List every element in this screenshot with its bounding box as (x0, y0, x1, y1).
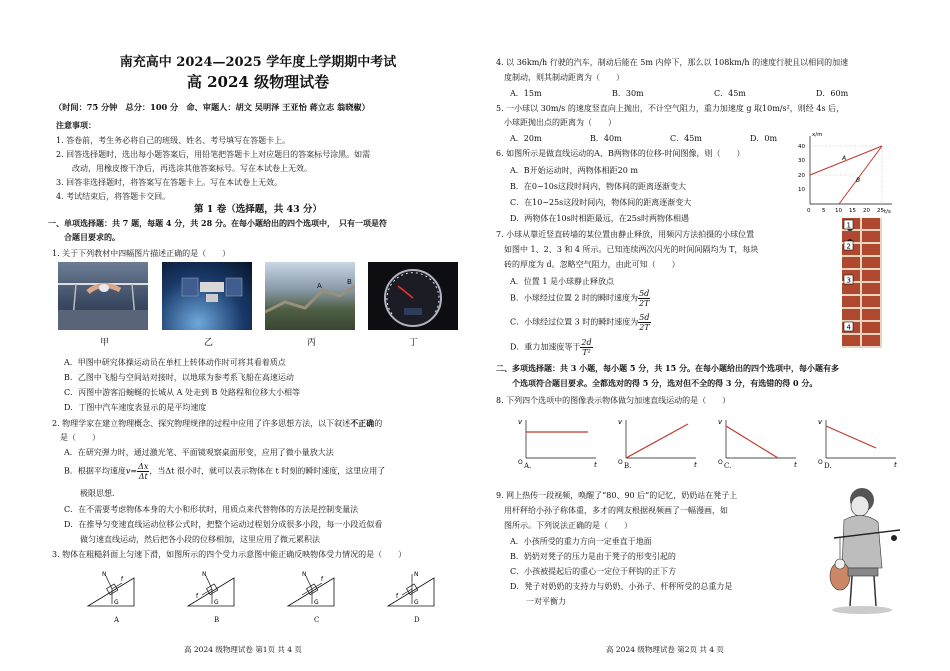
q7-stem-cont: 如图中 1、2、3 和 4 所示。已知连续两次闪光的时间间隔均为 T，每块 (496, 245, 759, 254)
exam-subtitle: 高 2024 级物理试卷 (186, 73, 330, 91)
exam-title: 南充高中 2024—2025 学年度上学期期中考试 (119, 55, 397, 70)
q3-label: D (414, 616, 420, 624)
q9-option-d: D．凳子对奶奶的支持力与奶奶、小孙子、杆秤所受的总重力是 (510, 582, 733, 591)
q2-option-a: A．在研究弹力时，通过激光笔、平面镜观察桌面形变，应用了微小量放大法 (64, 448, 334, 457)
note-item: 改动，用橡皮擦干净后，再选涂其他答案标号。写在本试卷上无效。 (56, 164, 312, 173)
q1-caption: 甲 (100, 338, 110, 348)
q1-option-a: A．甲图中研究体操运动员在单杠上转体动作时可将其看着质点 (64, 358, 286, 367)
q3-label: C (314, 616, 320, 624)
q6-option-c: C．在10~25s这段时间内，物体间的距离逐渐变大 (510, 198, 692, 207)
notes-heading: 注意事项： (56, 120, 96, 130)
q8-label: D. (824, 462, 832, 470)
graph-ytick: 30 (798, 158, 805, 164)
q4-option-a: A．15m (510, 89, 542, 98)
force-g: G (214, 599, 219, 606)
q4-option-d: D．60m (816, 89, 849, 98)
q7-stem: 7. 小球从靠近竖直砖墙的某位置由静止释放，用频闪方法拍摄的小球位置 (496, 230, 755, 239)
force-g: G (414, 599, 419, 606)
q4-option-b: B．30m (612, 89, 644, 98)
q2-option-b: B．根据平均速度v= $\frac{\Delta x}{\Delta t}$ ，当Δt 很小时，就可以表示物体在 t 时刻的瞬时速度，这里应用了 (64, 462, 386, 481)
note-item: 2. 回答选择题时，选出每小题答案后，用铅笔把答题卡上对应题目的答案标号涂黑。如需 (56, 150, 371, 159)
line-b-label: B (856, 177, 861, 184)
q1-caption: 丙 (307, 338, 317, 348)
q9-option-c: C．小孩被提起后的重心一定位于秤钩的正下方 (510, 567, 677, 576)
axis-origin: O (618, 459, 623, 466)
axis-origin: O (818, 459, 823, 466)
footer-left: 高 2024 级物理试卷 第1页 共 4 页 (184, 645, 302, 654)
q3-force-diagrams (88, 566, 448, 614)
q1-stem: 1. 关于下列教材中四幅图片描述正确的是（ ） (52, 249, 231, 258)
axis-v: v (518, 418, 523, 426)
q2-option-d: D．在推导匀变速直线运动位移公式时，把整个运动过程划分成很多小段，每一小段近似看 (64, 520, 383, 529)
axis-v: v (818, 418, 823, 426)
q9-option-b: B．奶奶对凳子的压力是由于凳子的形变引起的 (510, 552, 676, 561)
page-left (48, 0, 468, 671)
graph-ylabel: x/m (812, 132, 823, 138)
q7-option-c: C．小球经过位置 3 时的瞬时速度为 $\frac{5d}{2T}$ (510, 313, 650, 332)
axis-v: v (618, 418, 623, 426)
q1-caption: 乙 (204, 338, 214, 348)
q2-option-d-cont: 做匀速直线运动，然后把各小段的位移相加，这里应用了微元累积法 (64, 535, 320, 544)
position-mark: 4 (846, 323, 851, 332)
q7-stem-cont: 砖的厚度为 d。忽略空气阻力，由此可知（ ） (496, 260, 680, 269)
q3-label: B (214, 616, 220, 624)
svg-text:B: B (347, 278, 352, 286)
force-n: N (302, 571, 307, 578)
brick-wall-figure (842, 218, 882, 348)
section1-heading: 一、单项选择题：共 7 题，每题 4 分，共 28 分。在每小题给出的四个选项中， 只有一项是符 (48, 218, 387, 228)
graph-xtick: 0 (807, 208, 811, 214)
q9-option-d-cont: 一对平衡力 (510, 597, 566, 606)
q8-label: B. (624, 462, 632, 470)
q6-stem: 6. 如图所示是做直线运动的A、B两物体的位移-时间图像，则（ ） (496, 149, 745, 158)
q3-diagram-a (88, 571, 134, 606)
part1-title: 第 1 卷（选择题，共 43 分） (193, 204, 323, 215)
q7-option-a: A．位置 1 是小球静止释放点 (510, 277, 614, 286)
q2-option-c: C．在不需要考虑物体本身的大小和形状时，用质点来代替物体的方法是控制变量法 (64, 505, 359, 514)
q5-option-c: C．45m (670, 134, 702, 143)
force-n: N (102, 571, 107, 578)
graph-ytick: 10 (798, 187, 805, 193)
graph-xlabel: t/s (884, 209, 891, 215)
q9-stem: 9. 网上热传一段视频，唤醒了“80、90 后”的记忆，奶奶站在凳子上 (496, 491, 738, 500)
position-mark: 1 (846, 221, 851, 230)
q2-stem-cont: 是（ ） (52, 433, 100, 442)
q6-option-b: B．在0~10s这段时间内，物体间的距离逐渐变大 (510, 182, 686, 191)
q7-option-d: D．重力加速度等于 $\frac{2d}{\text{T²}}$ (510, 338, 592, 357)
position-mark: 2 (846, 242, 851, 251)
speedometer-photo (368, 262, 458, 330)
q1-option-b: B．乙图中飞船与空间站对接时，以地球为参考系飞船在高速运动 (64, 373, 294, 382)
axis-t: t (894, 461, 897, 469)
q9-stem-cont: 用杆秤给小孙子称体重，多才的网友根据视频画了一幅漫画，如 (496, 506, 728, 515)
grandma-scale-cartoon (814, 480, 906, 620)
force-g: G (114, 599, 119, 606)
q5-option-b: B．40m (590, 134, 622, 143)
q8-label: A. (524, 462, 532, 470)
force-f: f (121, 576, 124, 583)
gymnast-photo (58, 262, 148, 330)
page-right (496, 0, 916, 671)
axis-origin: O (518, 459, 523, 466)
axis-t: t (694, 461, 697, 469)
graph-xtick: 10 (835, 208, 842, 214)
exam-meta: （时间：75 分钟 总分：100 分 命、审题人：胡文 吴明泽 王亚怡 蒋立志 翁晓椒） (54, 102, 370, 112)
force-f: f (196, 593, 199, 600)
q3-diagram-c (288, 571, 334, 606)
q8-label: C. (724, 462, 732, 470)
q7-option-b: B．小球经过位置 2 时的瞬时速度为 $\frac{5d}{2T}$ (510, 289, 650, 308)
q9-stem-cont: 图所示。下列说法正确的是（ ） (496, 521, 632, 530)
q8-stem: 8. 下列四个选项中的图像表示物体做匀加速直线运动的是（ ） (496, 396, 731, 405)
q8-vt-graphs (518, 418, 898, 470)
spacecraft-photo (162, 262, 252, 330)
footer-right: 高 2024 级物理试卷 第2页 共 4 页 (606, 645, 724, 654)
great-wall-photo (265, 262, 355, 330)
q1-caption: 丁 (409, 338, 419, 348)
section2-heading: 二、多项选择题：共 3 小题，每小题 5 分，共 15 分。在每小题给出的四个选项中，每小题有多 (496, 363, 839, 373)
q1-option-d: D．丁图中汽车速度表显示的是平均速度 (64, 403, 207, 412)
q3-diagram-d (388, 571, 434, 606)
force-n: N (202, 571, 207, 578)
q3-label: A (114, 616, 120, 624)
section2-heading-cont: 个选项符合题目要求。全都选对的得 5 分，选对但不全的得 3 分，有选错的得 0 分。 (496, 378, 818, 388)
q4-option-c: C．45m (714, 89, 746, 98)
axis-t: t (594, 461, 597, 469)
force-n: N (414, 571, 419, 578)
q5-stem: 5. 一小球以 30m/s 的速度竖直向上抛出，不计空气阻力，重力加速度 g 取10m/s²，则经 4s 后， (496, 104, 845, 113)
q5-option-a: A．20m (510, 134, 542, 143)
q3-stem: 3. 物体在粗糙斜面上匀速下滑，如图所示的四个受力示意图中能正确反映物体受力情况的是（ ） (52, 550, 407, 559)
note-item: 3. 回答非选择题时，将答案写在答题卡上。写在本试卷上无效。 (56, 178, 283, 187)
section1-heading-cont: 合题目要求的。 (48, 232, 120, 242)
q2-stem: 2. 物理学家在建立物理概念、探究物理规律的过程中应用了许多思想方法，以下叙述不正确的 (52, 418, 383, 428)
graph-ytick: 20 (798, 173, 805, 179)
q2-option-b-cont: 极限思想. (64, 489, 115, 498)
note-item: 1. 答卷前，考生务必将自己的班级、姓名、考号填写在答题卡上。 (56, 136, 291, 145)
graph-ytick: 40 (798, 144, 805, 150)
graph-xtick: 20 (863, 208, 870, 214)
line-a-label: A (842, 155, 847, 162)
q1-option-c: C．丙图中游客沿蜿蜒的长城从 A 处走到 B 处路程和位移大小相等 (64, 388, 300, 397)
force-f: f (396, 593, 399, 600)
q5-stem-cont: 小球距抛出点的距离为（ ） (496, 118, 616, 127)
svg-text:A: A (317, 282, 322, 290)
graph-xtick: 25 (877, 208, 884, 214)
position-mark: 3 (846, 276, 851, 285)
graph-xtick: 5 (822, 208, 826, 214)
axis-origin: O (718, 459, 723, 466)
q9-option-a: A．小孩所受的重力方向一定垂直于地面 (510, 537, 652, 546)
q5-option-d: D．0m (750, 134, 778, 143)
axis-v: v (718, 418, 723, 426)
q6-option-d: D．两物体在10s时相距最远，在25s时两物体相遇 (510, 214, 689, 223)
q3-diagram-b (188, 571, 234, 606)
q4-stem-cont: 度制动，则其制动距离为（ ） (496, 73, 624, 82)
q6-option-a: A．B开始运动时，两物体相距20 m (510, 166, 638, 175)
graph-xtick: 15 (849, 208, 856, 214)
note-item: 4. 考试结束后，将答题卡交回。 (56, 192, 171, 201)
axis-t: t (794, 461, 797, 469)
q4-stem: 4. 以 36km/h 行驶的汽车，制动后能在 5m 内停下，那么以 108km/h 的速度行驶且以相同的加速 (496, 58, 849, 67)
q6-xt-graph (796, 132, 896, 216)
force-g: G (314, 599, 319, 606)
force-f: f (321, 576, 324, 583)
